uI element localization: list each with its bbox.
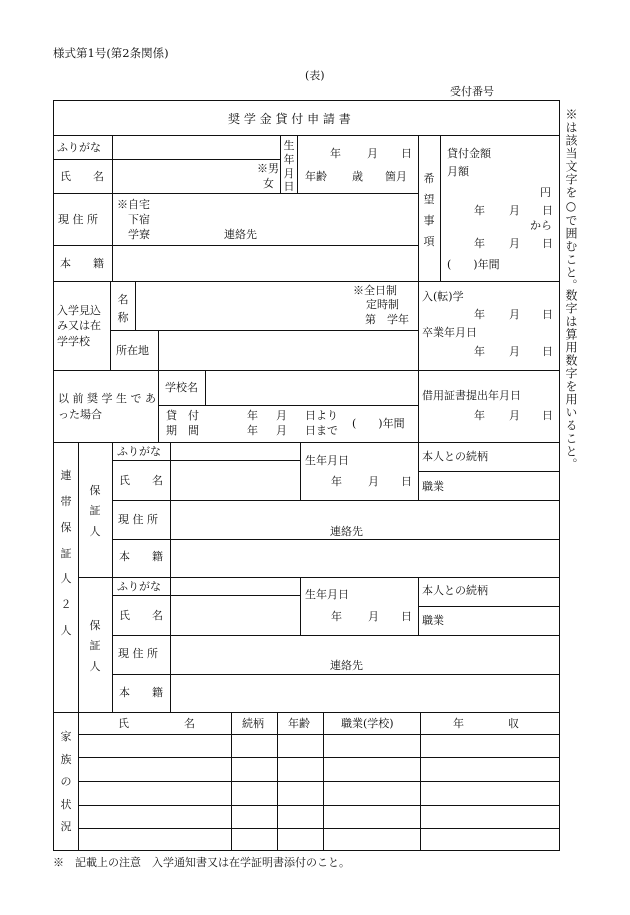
footnote: ※ 記載上の注意 入学通知書又は在学証明書添付のこと。 [53,856,350,869]
from-year-unit: 年 [474,204,485,217]
birth-year-unit: 年 [330,147,341,160]
prev-from-year-unit: 年 [247,409,258,422]
cert-year-unit: 年 [474,409,485,422]
g2-birth-label: 生年月日 [305,588,349,601]
family-status-label: 家 族 の 状 況 [60,730,72,834]
prev-to-day-unit: 日まで [305,424,338,437]
birth-day-unit: 日 [401,147,412,160]
family-header-age: 年齢 [288,717,310,730]
margin-note-numerals: 数字は算用数字を用いること。 [564,289,578,471]
g1-address-label: 現 住 所 [118,513,158,526]
g1-furigana-label: ふりがな [117,445,161,458]
school-name-label: 名 称 [117,293,129,324]
g1-birth-label: 生年月日 [305,454,349,467]
g2-birth-day-unit: 日 [401,610,412,623]
furigana-field[interactable] [113,136,280,159]
g1-birth-year-unit: 年 [331,475,342,488]
family-row[interactable] [79,829,560,850]
form-number: 様式第1号(第2条関係) [53,46,169,60]
prev-from-day-unit: 日より [305,409,338,422]
form-title: 奨 学 金 貸 付 申 請 書 [228,112,351,126]
guarantor-2-label: 保 証 人 [89,619,101,673]
residence-lodging[interactable]: 下宿 [128,213,150,226]
graduation-label: 卒業年月日 [422,326,477,339]
g2-domicile-field[interactable] [171,675,560,712]
loan-amount-label: 貸付金額 [447,147,491,160]
furigana-label: ふりがな [57,141,101,154]
grade-label: 第 学年 [365,313,409,326]
g1-name-field[interactable] [171,461,300,500]
domicile-field[interactable] [113,246,418,281]
entry-label: 入(転)学 [422,290,464,303]
school-location-field[interactable] [159,331,418,370]
family-header-relation: 続柄 [242,717,264,730]
name-field[interactable] [113,160,253,193]
sex-male[interactable]: ※男 [257,162,279,175]
g2-occupation-label: 職業 [422,614,444,627]
prev-years-label: ( )年間 [352,417,405,430]
reception-number-label: 受付番号 [450,85,494,98]
domicile-label: 本 籍 [60,257,104,270]
yen-unit: 円 [540,186,551,199]
family-header-income: 年 収 [453,717,519,730]
g2-domicile-label: 本 籍 [119,686,163,699]
residence-dorm[interactable]: 学寮 [128,228,150,241]
prev-to-month-unit: 月 [276,424,287,437]
monthly-label: 月額 [447,165,469,178]
age-unit: 歳 [352,170,363,183]
certificate-label: 借用証書提出年月日 [422,389,521,402]
g1-contact-label: 連絡先 [330,525,363,538]
address-label: 現 住 所 [58,213,98,226]
sex-female[interactable]: 女 [263,177,274,190]
to-month-unit: 月 [509,237,520,250]
entry-month-unit: 月 [509,308,520,321]
prev-school-name-label: 学校名 [165,381,198,394]
family-header-name: 氏 名 [118,717,195,730]
prev-to-year-unit: 年 [247,424,258,437]
birth-date-vertical-label: 生 年 月 日 [283,139,295,194]
cert-day-unit: 日 [542,409,553,422]
g1-occupation-label: 職業 [422,480,444,493]
to-year-unit: 年 [474,237,485,250]
grad-month-unit: 月 [509,345,520,358]
g2-name-label: 氏 名 [119,609,163,622]
course-parttime[interactable]: 定時制 [366,298,399,311]
name-label: 氏 名 [60,170,104,183]
g1-birth-month-unit: 月 [368,475,379,488]
family-row[interactable] [79,758,560,781]
prev-from-month-unit: 月 [276,409,287,422]
residence-home[interactable]: ※自宅 [117,198,150,211]
course-fulltime[interactable]: ※全日制 [353,284,397,297]
from-month-unit: 月 [509,204,520,217]
g1-birth-day-unit: 日 [401,475,412,488]
from-day-unit: 日 [542,204,553,217]
prev-school-name-field[interactable] [206,371,418,405]
entry-day-unit: 日 [542,308,553,321]
g2-birth-year-unit: 年 [331,610,342,623]
school-name-field[interactable] [136,282,346,330]
grad-day-unit: 日 [542,345,553,358]
from-label: から [530,219,552,232]
g1-domicile-field[interactable] [171,540,560,577]
g2-address-label: 現 住 所 [118,647,158,660]
cert-month-unit: 月 [509,409,520,422]
grad-year-unit: 年 [474,345,485,358]
family-row[interactable] [79,782,560,805]
entry-year-unit: 年 [474,308,485,321]
g1-relation-label: 本人との続柄 [422,450,488,463]
g2-birth-month-unit: 月 [368,610,379,623]
loan-period-label-2: 期 間 [166,424,199,437]
location-label: 所在地 [116,344,149,357]
side-label: (表) [305,69,325,82]
g1-domicile-label: 本 籍 [119,550,163,563]
g2-contact-label: 連絡先 [330,659,363,672]
age-label: 年齢 [305,170,327,183]
margin-note-circle: ※は該当文字を○で囲むこと。 [564,108,578,292]
to-day-unit: 日 [542,237,553,250]
g2-furigana-label: ふりがな [117,580,161,593]
months-unit: 箇月 [385,170,407,183]
joint-guarantors-label: 連 帯 保 証 人 ２ 人 [60,469,72,638]
guarantor-1-label: 保 証 人 [89,484,101,538]
address-contact-label: 連絡先 [224,228,257,241]
family-row[interactable] [79,806,560,828]
g1-name-label: 氏 名 [119,474,163,487]
g2-relation-label: 本人との続柄 [422,584,488,597]
birth-month-unit: 月 [367,147,378,160]
family-header-occupation: 職業(学校) [341,717,394,730]
family-row[interactable] [79,735,560,757]
request-vertical-label: 希 望 事 項 [423,172,435,248]
request-period: ( )年間 [447,258,500,271]
loan-period-label-1: 貸 付 [166,409,199,422]
previous-scholar-label: 以 前 奨 学 生 で あった場合 [58,392,156,421]
school-label: 入学見込み又は在学学校 [57,304,101,348]
g2-name-field[interactable] [171,596,300,635]
